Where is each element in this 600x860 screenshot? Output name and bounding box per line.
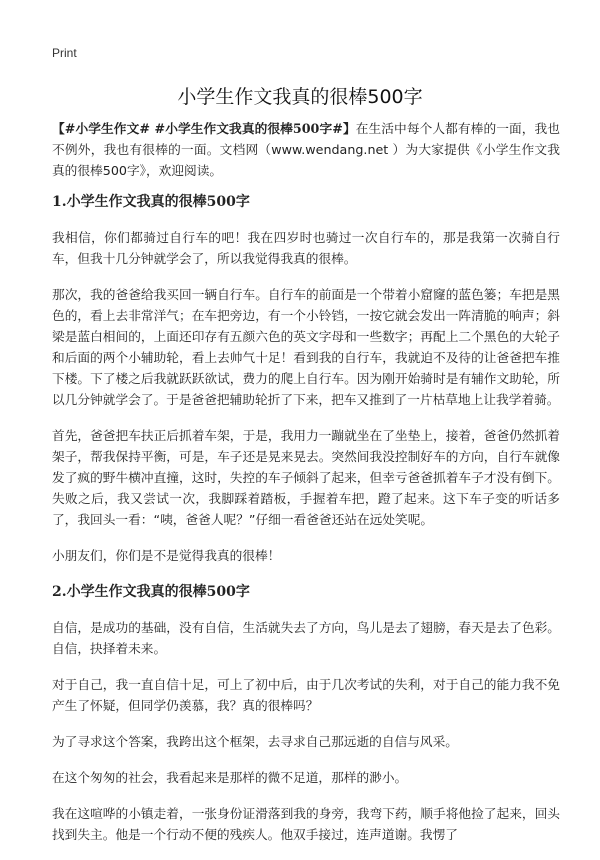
paragraph: 自信，是成功的基础，没有自信，生活就失去了方向，鸟儿是去了翅膀，春天是去了色彩。自信，抉择着未来。: [52, 620, 560, 656]
section-heading-1: 1.小学生作文我真的很棒500字: [52, 194, 250, 210]
paragraph: 为了寻求这个答案，我跨出这个框架，去寻求自己那远逝的自信与风采。: [52, 734, 458, 749]
intro-text: 在生活中每个人都有棒的一面，我也不例外，我也有很棒的一面。文档网（www.wendang.net ）为大家提供《小学生作文我真的很棒500字》，欢迎阅读。: [52, 121, 560, 178]
article-body: [52, 118, 560, 860]
paragraph: 我相信，你们都骑过自行车的吧！我在四岁时也骑过一次自行车的，那是我第一次骑自行车，但我十几分钟就学会了，所以我觉得我真的很棒。: [52, 230, 560, 266]
paragraph: 首先，爸爸把车扶正后抓着车架，于是，我用力一蹦就坐在了坐垫上，接着，爸爸仍然抓着架子，帮我保持平衡，可是，车子还是晃来晃去。突然间我没控制好车的方向，自行车就像发了疯的野牛横冲直撞，这时，失控的车子倾斜了起来，但幸亏爸爸抓着车子才没有倒下。失败之后，我又尝试一次，我脚踩着踏板，手握着车把，蹬了起来。这下车子变的听话多了，我回头一看：“咦，爸爸人呢？”仔细一看爸爸还站在远处笑呢。: [52, 428, 560, 527]
intro-paragraph: [52, 118, 560, 181]
paragraph: 对于自己，我一直自信十足，可上了初中后，由于几次考试的失利，对于自己的能力我不免产生了怀疑，但同学仍羡慕，我？真的很棒吗？: [52, 677, 560, 713]
paragraph: 小朋友们，你们是不是觉得我真的很棒！: [52, 548, 281, 563]
paragraph: 在这个匆匆的社会，我看起来是那样的微不足道，那样的渺小。: [52, 770, 408, 785]
print-link[interactable]: Print: [52, 46, 77, 60]
paragraph: 那次，我的爸爸给我买回一辆自行车。自行车的前面是一个带着小窟窿的蓝色篓；车把是黑色的，看上去非常洋气；在车把旁边，有一个小铃铛，一按它就会发出一阵清脆的响声；斜梁是蓝白相间的，上面还印存有五颜六色的英文字母和一些数字；再配上二个黑色的大轮子和后面的两个小辅助轮，看上去帅气十足！看到我的自行车，我就迫不及待的让爸爸把车推下楼。下了楼之后我就跃跃欲试，费力的爬上自行车。因为刚开始骑时是有辅作文助轮，所以几分钟就学会了。于是爸爸把辅助轮折了下来，把车又推到了一片枯草地上让我学着骑。: [52, 287, 560, 407]
intro-lead: 【#小学生作文# #小学生作文我真的很棒500字#】: [52, 121, 356, 136]
page-title: 小学生作文我真的很棒500字: [177, 86, 423, 108]
paragraph: 我在这喧哗的小镇走着，一张身份证滑落到我的身旁，我弯下药，顺手将他捡了起来，回头找到失主。他是一个行动不便的残疾人。他双手接过，连声道谢。我愣了: [52, 806, 560, 842]
section-heading-2: 2.小学生作文我真的很棒500字: [52, 584, 250, 600]
